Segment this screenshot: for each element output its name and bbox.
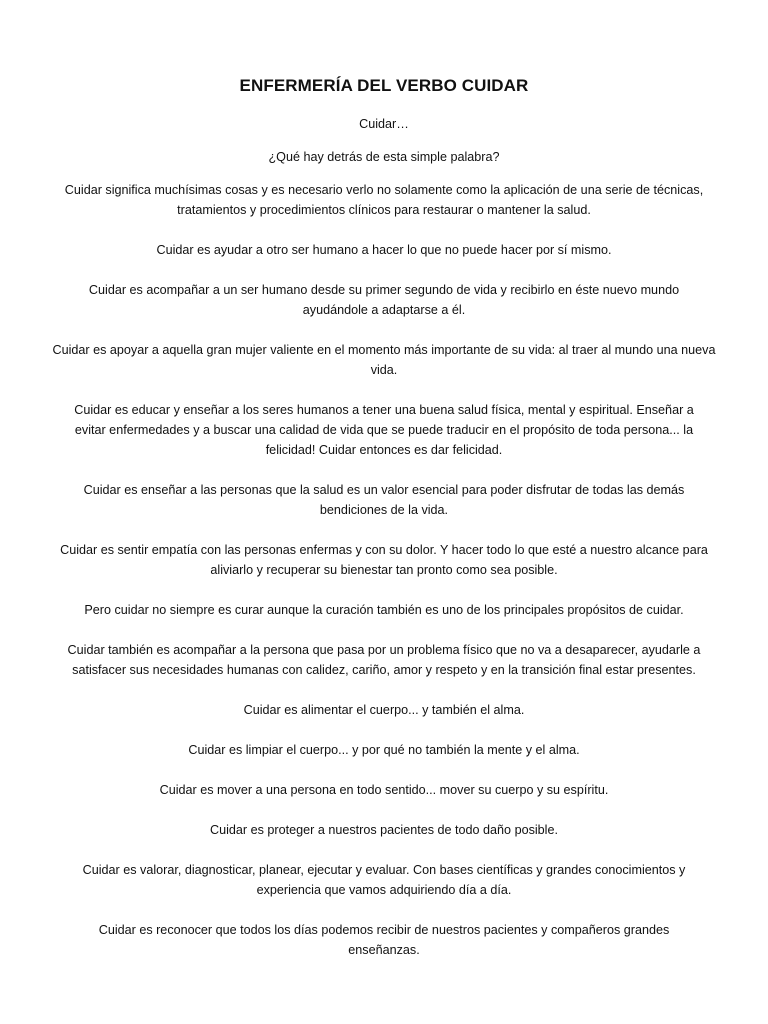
paragraph-question: ¿Qué hay detrás de esta simple palabra? (268, 150, 500, 164)
paragraph-educar: Cuidar es educar y enseñar a los seres humanos a tener una buena salud física, mental y espiritual. Enseñar a evitar enfermedades y a buscar una calidad de vida que se puede traducir en el propósito de toda persona... la felicidad! Cuidar entonces es dar felicidad. (74, 403, 694, 457)
paragraph-reconocer: Cuidar es reconocer que todos los días podemos recibir de nuestros pacientes y compañeros grandes enseñanzas. (98, 923, 670, 957)
paragraph-acompanar-persona: Cuidar también es acompañar a la persona que pasa por un problema físico que no va a desaparecer, ayudarle a satisfacer sus necesidades humanas con calidez, cariño, amor y respeto y en la transición final estar presentes. (67, 643, 701, 677)
paragraph-ensenar: Cuidar es enseñar a las personas que la salud es un valor esencial para poder disfrutar de todas las demás bendiciones de la vida. (83, 483, 685, 517)
paragraph-mover: Cuidar es mover a una persona en todo sentido... mover su cuerpo y su espíritu. (159, 783, 609, 797)
paragraph-proteger: Cuidar es proteger a nuestros pacientes de todo daño posible. (210, 823, 558, 837)
paragraph-alimentar: Cuidar es alimentar el cuerpo... y también el alma. (243, 703, 525, 717)
paragraph-limpiar: Cuidar es limpiar el cuerpo... y por qué no también la mente y el alma. (188, 743, 580, 757)
paragraph-curar: Pero cuidar no siempre es curar aunque la curación también es uno de los principales propósitos de cuidar. (84, 603, 684, 617)
paragraph-empatia: Cuidar es sentir empatía con las personas enfermas y con su dolor. Y hacer todo lo que esté a nuestro alcance para aliviarlo y recuperar su bienestar tan pronto como sea posible. (60, 543, 708, 577)
paragraph-cuidar: Cuidar… (359, 117, 409, 131)
document-title: ENFERMERÍA DEL VERBO CUIDAR (239, 76, 529, 95)
paragraph-apoyar: Cuidar es apoyar a aquella gran mujer valiente en el momento más importante de su vida: al traer al mundo una nueva vida. (52, 343, 716, 377)
paragraph-acompanar: Cuidar es acompañar a un ser humano desde su primer segundo de vida y recibirlo en éste nuevo mundo ayudándole a adaptarse a él. (88, 283, 680, 317)
paragraph-ayudar: Cuidar es ayudar a otro ser humano a hacer lo que no puede hacer por sí mismo. (156, 243, 612, 257)
paragraph-valorar: Cuidar es valorar, diagnosticar, planear, ejecutar y evaluar. Con bases científicas y grandes conocimientos y experiencia que vamos adquiriendo día a día. (82, 863, 686, 897)
paragraph-significa: Cuidar significa muchísimas cosas y es necesario verlo no solamente como la aplicación de una serie de técnicas, tratamientos y procedimientos clínicos para restaurar o mantener la salud. (64, 183, 704, 217)
